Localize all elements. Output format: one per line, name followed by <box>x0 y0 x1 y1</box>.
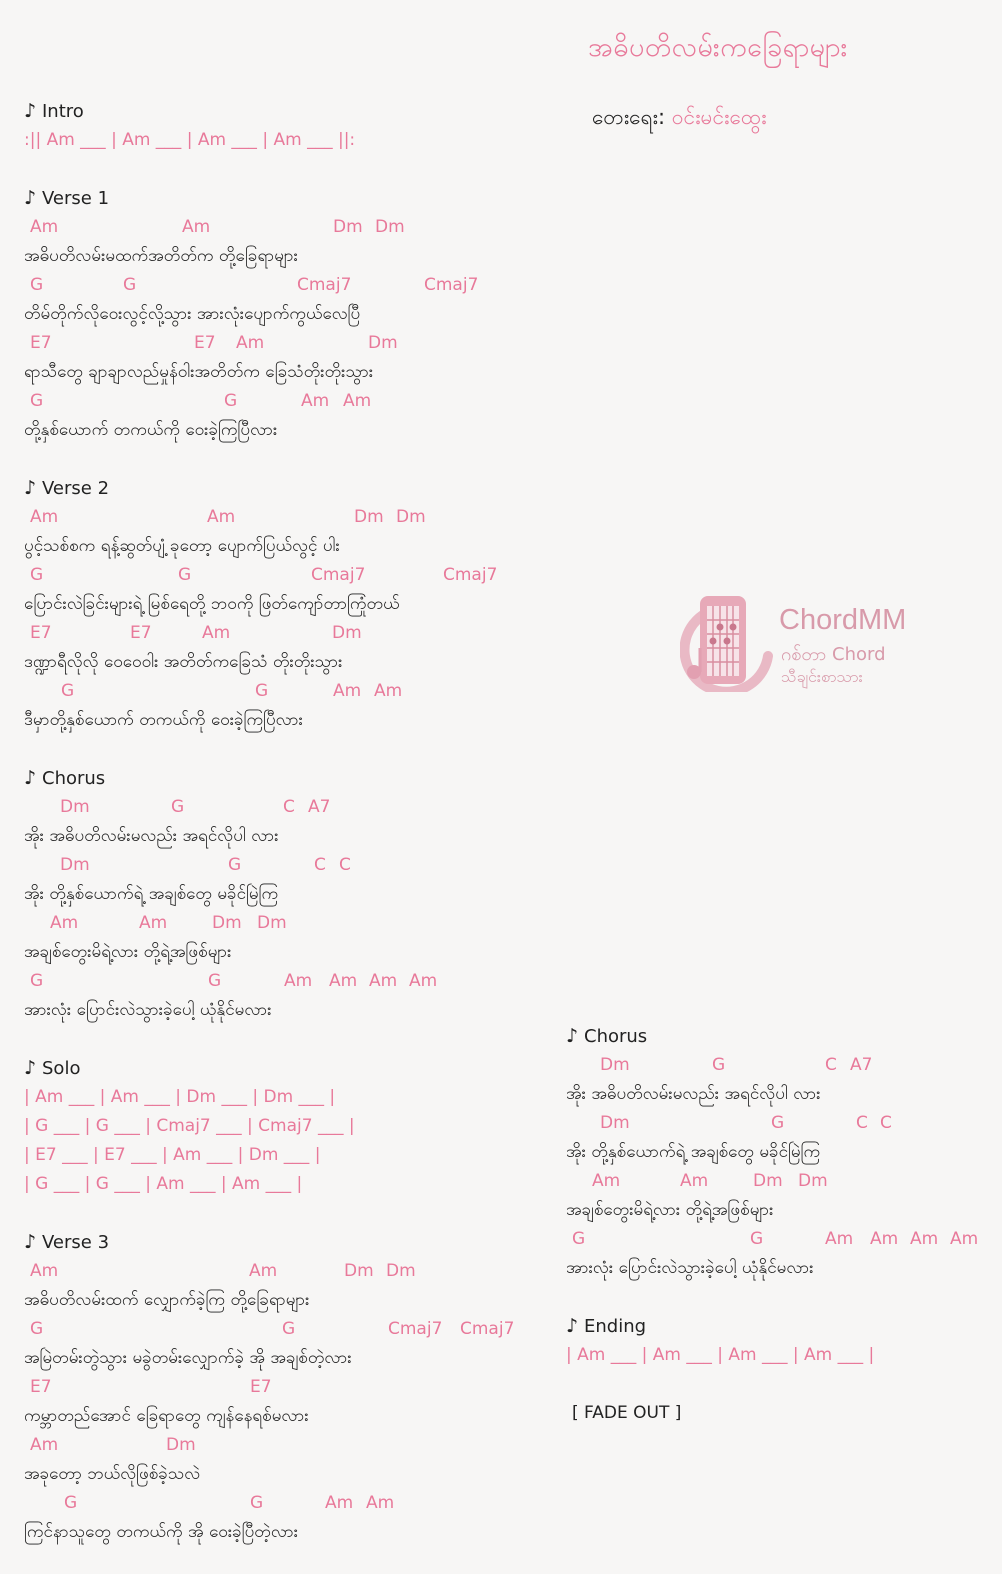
chord-name: Am <box>202 623 231 643</box>
chord-name: Am <box>236 333 265 353</box>
songwriter-credit <box>592 104 767 135</box>
chord-name: Am <box>343 391 372 411</box>
chord-name: Dm <box>375 217 405 237</box>
lyric-line: အိုး တို့နှစ်ယောက်ရဲ့ အချစ်တွေ မခိုင်မြဲကြ <box>24 884 279 904</box>
chord-name: Am <box>30 217 59 237</box>
chord-name: Dm <box>60 797 90 817</box>
section-label: Chorus <box>584 1026 648 1047</box>
chord-name: Dm <box>166 1435 196 1455</box>
watermark-subtitle-2: သီချင်းစာသား <box>781 667 863 686</box>
lyric-line: အချစ်တွေးမိရဲ့လား တို့ရဲ့အဖြစ်များ <box>566 1200 774 1220</box>
chord-name: Am <box>374 681 403 701</box>
music-note-icon: ♪ <box>24 767 37 789</box>
chord-name: Dm <box>600 1113 630 1133</box>
chord-name: G <box>123 275 137 295</box>
section-label: Verse 3 <box>42 1232 110 1253</box>
section-heading <box>24 764 564 793</box>
chord-line <box>24 677 564 706</box>
music-note-icon: ♪ <box>566 1315 579 1337</box>
chord-line <box>24 213 564 242</box>
spacer <box>24 155 564 184</box>
watermark-brand: ChordMM <box>779 604 907 636</box>
chord-name: C <box>339 855 351 875</box>
lyric-line: အားလုံး ပြောင်းလဲသွားခဲ့ပေါ့ ယုံနိုင်မလား <box>566 1258 814 1278</box>
chord-name: G <box>61 681 75 701</box>
chord-name: G <box>712 1055 726 1075</box>
chord-line <box>24 503 564 532</box>
chord-bars-line: :|| Am ___ | Am ___ | Am ___ | Am ___ ||: <box>24 130 356 150</box>
chord-sheet-right-column <box>566 1022 996 1428</box>
chord-name: E7 <box>250 1377 272 1397</box>
lyric-line: အားလုံး ပြောင်းလဲသွားခဲ့ပေါ့ ယုံနိုင်မလား <box>24 1000 272 1020</box>
chord-name: Am <box>825 1229 854 1249</box>
lyric-line: အဓိပတိလမ်းထက် လျှောက်ခဲ့ကြ တို့ခြေရာများ <box>24 1290 310 1310</box>
chord-line <box>24 909 564 938</box>
chord-name: C <box>283 797 295 817</box>
chord-name: Dm <box>333 217 363 237</box>
section-heading <box>24 1054 564 1083</box>
music-note-icon: ♪ <box>566 1025 579 1047</box>
chord-name: Dm <box>344 1261 374 1281</box>
chord-name: Am <box>30 1435 59 1455</box>
chord-line <box>24 561 564 590</box>
chord-name: E7 <box>130 623 152 643</box>
chord-name: C <box>314 855 326 875</box>
chord-bars-line: | Am ___ | Am ___ | Dm ___ | Dm ___ | <box>24 1087 336 1107</box>
chord-line <box>566 1167 996 1196</box>
music-note-icon: ♪ <box>24 477 37 499</box>
chord-name: G <box>30 565 44 585</box>
chord-line <box>24 1373 564 1402</box>
chord-name: G <box>30 971 44 991</box>
spacer <box>566 1370 996 1399</box>
watermark-subtitle: ဂစ်တာ Chord <box>781 644 886 665</box>
chord-name: G <box>250 1493 264 1513</box>
chord-bars-line: | G ___ | G ___ | Cmaj7 ___ | Cmaj7 ___ | <box>24 1116 355 1136</box>
chord-name: Am <box>329 971 358 991</box>
chord-line <box>566 1225 996 1254</box>
lyric-line: အဓိပတိလမ်းမထက်အတိတ်က တို့ခြေရာများ <box>24 246 298 266</box>
chordmm-watermark <box>680 592 940 692</box>
lyric-line: ကြင်နာသူတွေ တကယ်ကို အို ဝေးခဲ့ပြီတဲ့လား <box>24 1522 299 1542</box>
chord-name: Am <box>910 1229 939 1249</box>
chord-name: Dm <box>368 333 398 353</box>
chord-name: Dm <box>753 1171 783 1191</box>
section-heading <box>24 474 564 503</box>
lyric-line: တိမ်တိုက်လိုဝေးလွင့်လို့သွား အားလုံးပျောက်ကွယ်လေပြီ <box>24 304 361 324</box>
lyric-line: ဒီမှာတို့နှစ်ယောက် တကယ်ကို ဝေးခဲ့ကြပြီလား <box>24 710 303 730</box>
chord-name: G <box>224 391 238 411</box>
chord-line <box>24 1315 564 1344</box>
chord-name: Dm <box>332 623 362 643</box>
section-label: Ending <box>584 1316 647 1337</box>
chord-name: C <box>880 1113 892 1133</box>
section-heading <box>24 97 564 126</box>
chord-name: G <box>255 681 269 701</box>
lyric-line: အမြဲတမ်းတွဲသွား မခွဲတမ်းလျှောက်ခဲ့ အို အချစ်တဲ့လား <box>24 1348 352 1368</box>
fade-out-marker: [ FADE OUT ] <box>572 1403 682 1423</box>
chord-name: E7 <box>30 1377 52 1397</box>
chord-name: Am <box>680 1171 709 1191</box>
chord-name: G <box>208 971 222 991</box>
songwriter-name: ဝင်းမင်းထွေး <box>671 105 767 129</box>
chord-name: Dm <box>798 1171 828 1191</box>
chord-name: Dm <box>60 855 90 875</box>
lyric-line: တို့နှစ်ယောက် တကယ်ကို ဝေးခဲ့ကြပြီလား <box>24 420 278 440</box>
chord-line <box>24 967 564 996</box>
chord-name: Am <box>409 971 438 991</box>
chord-name: G <box>30 275 44 295</box>
music-note-icon: ♪ <box>24 100 37 122</box>
chord-name: A7 <box>850 1055 873 1075</box>
chord-name: Am <box>284 971 313 991</box>
chord-name: E7 <box>194 333 216 353</box>
chord-name: G <box>171 797 185 817</box>
section-heading <box>24 184 564 213</box>
chord-name: Am <box>592 1171 621 1191</box>
spacer <box>24 1199 564 1228</box>
chord-name: Am <box>182 217 211 237</box>
songwriter-label: တေးရေး: <box>592 105 666 129</box>
chord-name: G <box>30 1319 44 1339</box>
chord-name: Cmaj7 <box>388 1319 443 1339</box>
spacer <box>24 445 564 474</box>
lyric-line: အခုတော့ ဘယ်လိုဖြစ်ခဲ့သလဲ <box>24 1464 201 1484</box>
spacer <box>24 735 564 764</box>
chord-line <box>24 1431 564 1460</box>
chord-name: Dm <box>600 1055 630 1075</box>
chord-name: Am <box>366 1493 395 1513</box>
chord-line <box>566 1109 996 1138</box>
chord-name: Am <box>50 913 79 933</box>
chord-name: Am <box>30 1261 59 1281</box>
section-label: Solo <box>42 1058 81 1079</box>
section-label: Intro <box>42 101 84 122</box>
lyric-line: ရာသီတွေ ချာချာလည်မှုန်ဝါးအတိတ်က ခြေသံတိုးတိုးသွား <box>24 362 374 382</box>
chord-name: G <box>750 1229 764 1249</box>
chord-name: C <box>825 1055 837 1075</box>
chord-name: Am <box>30 507 59 527</box>
chord-sheet-left-column <box>24 97 564 1547</box>
chord-name: G <box>572 1229 586 1249</box>
chord-name: Cmaj7 <box>443 565 498 585</box>
music-note-icon: ♪ <box>24 187 37 209</box>
chord-line <box>24 619 564 648</box>
chord-name: Am <box>950 1229 979 1249</box>
chord-line <box>24 1257 564 1286</box>
section-heading <box>566 1312 996 1341</box>
chord-name: A7 <box>308 797 331 817</box>
section-heading <box>24 1228 564 1257</box>
section-label: Verse 2 <box>42 478 110 499</box>
chord-name: Am <box>249 1261 278 1281</box>
chord-name: E7 <box>30 623 52 643</box>
chord-line <box>24 1489 564 1518</box>
section-label: Verse 1 <box>42 188 110 209</box>
spacer <box>566 1283 996 1312</box>
chord-name: Cmaj7 <box>460 1319 515 1339</box>
chord-name: Am <box>325 1493 354 1513</box>
chord-name: Dm <box>396 507 426 527</box>
chord-line <box>24 271 564 300</box>
chord-name: Am <box>139 913 168 933</box>
chord-name: G <box>64 1493 78 1513</box>
chord-name: G <box>30 391 44 411</box>
chord-name: Cmaj7 <box>297 275 352 295</box>
music-note-icon: ♪ <box>24 1231 37 1253</box>
chord-name: Dm <box>354 507 384 527</box>
chord-name: G <box>228 855 242 875</box>
spacer <box>24 1025 564 1054</box>
chord-name: Am <box>870 1229 899 1249</box>
chord-name: E7 <box>30 333 52 353</box>
chord-name: G <box>178 565 192 585</box>
chord-bars-line: | Am ___ | Am ___ | Am ___ | Am ___ | <box>566 1345 875 1365</box>
chord-name: Am <box>301 391 330 411</box>
music-note-icon: ♪ <box>24 1057 37 1079</box>
chord-bars-line: | G ___ | G ___ | Am ___ | Am ___ | <box>24 1174 303 1194</box>
chord-line <box>24 329 564 358</box>
chord-name: C <box>856 1113 868 1133</box>
lyric-line: ကမ္ဘာတည်အောင် ခြေရာတွေ ကျန်နေရစ်မလား <box>24 1406 309 1426</box>
lyric-line: ဒဏ္ဍာရီလိုလို ဝေဝေဝါး အတိတ်ကခြေသံ တိုးတိုးသွား <box>24 652 343 672</box>
chord-bars-line: | E7 ___ | E7 ___ | Am ___ | Dm ___ | <box>24 1145 321 1165</box>
chord-line <box>566 1051 996 1080</box>
lyric-line: အိုး အဓိပတိလမ်းမလည်း အရင်လိုပါ လား <box>566 1084 821 1104</box>
lyric-line: ပွင့်သစ်စက ရန့်ဆွတ်ပျံ့ ခုတော့ ပျောက်ပြယ်လွင့် ပါး <box>24 536 340 556</box>
lyric-line: အချစ်တွေးမိရဲ့လား တို့ရဲ့အဖြစ်များ <box>24 942 232 962</box>
chord-name: Am <box>207 507 236 527</box>
chord-name: Am <box>369 971 398 991</box>
chord-line <box>24 387 564 416</box>
song-title: အဓိပတိလမ်းကခြေရာများ <box>588 32 848 63</box>
lyric-line: အိုး အဓိပတိလမ်းမလည်း အရင်လိုပါ လား <box>24 826 279 846</box>
guitar-chord-logo-icon <box>680 592 776 692</box>
chord-name: G <box>282 1319 296 1339</box>
chord-name: Cmaj7 <box>311 565 366 585</box>
chord-name: Dm <box>386 1261 416 1281</box>
chord-name: G <box>771 1113 785 1133</box>
lyric-line: ပြောင်းလဲခြင်းများရဲ့ မြစ်ရေတို့ ဘဝကို ဖြတ်ကျော်တာကြုံတယ် <box>24 594 400 614</box>
lyric-line: အိုး တို့နှစ်ယောက်ရဲ့ အချစ်တွေ မခိုင်မြဲကြ <box>566 1142 821 1162</box>
chord-name: Am <box>333 681 362 701</box>
chord-name: Dm <box>212 913 242 933</box>
chord-line <box>24 793 564 822</box>
chord-line <box>24 851 564 880</box>
chord-name: Cmaj7 <box>424 275 479 295</box>
section-label: Chorus <box>42 768 106 789</box>
chord-name: Dm <box>257 913 287 933</box>
section-heading <box>566 1022 996 1051</box>
